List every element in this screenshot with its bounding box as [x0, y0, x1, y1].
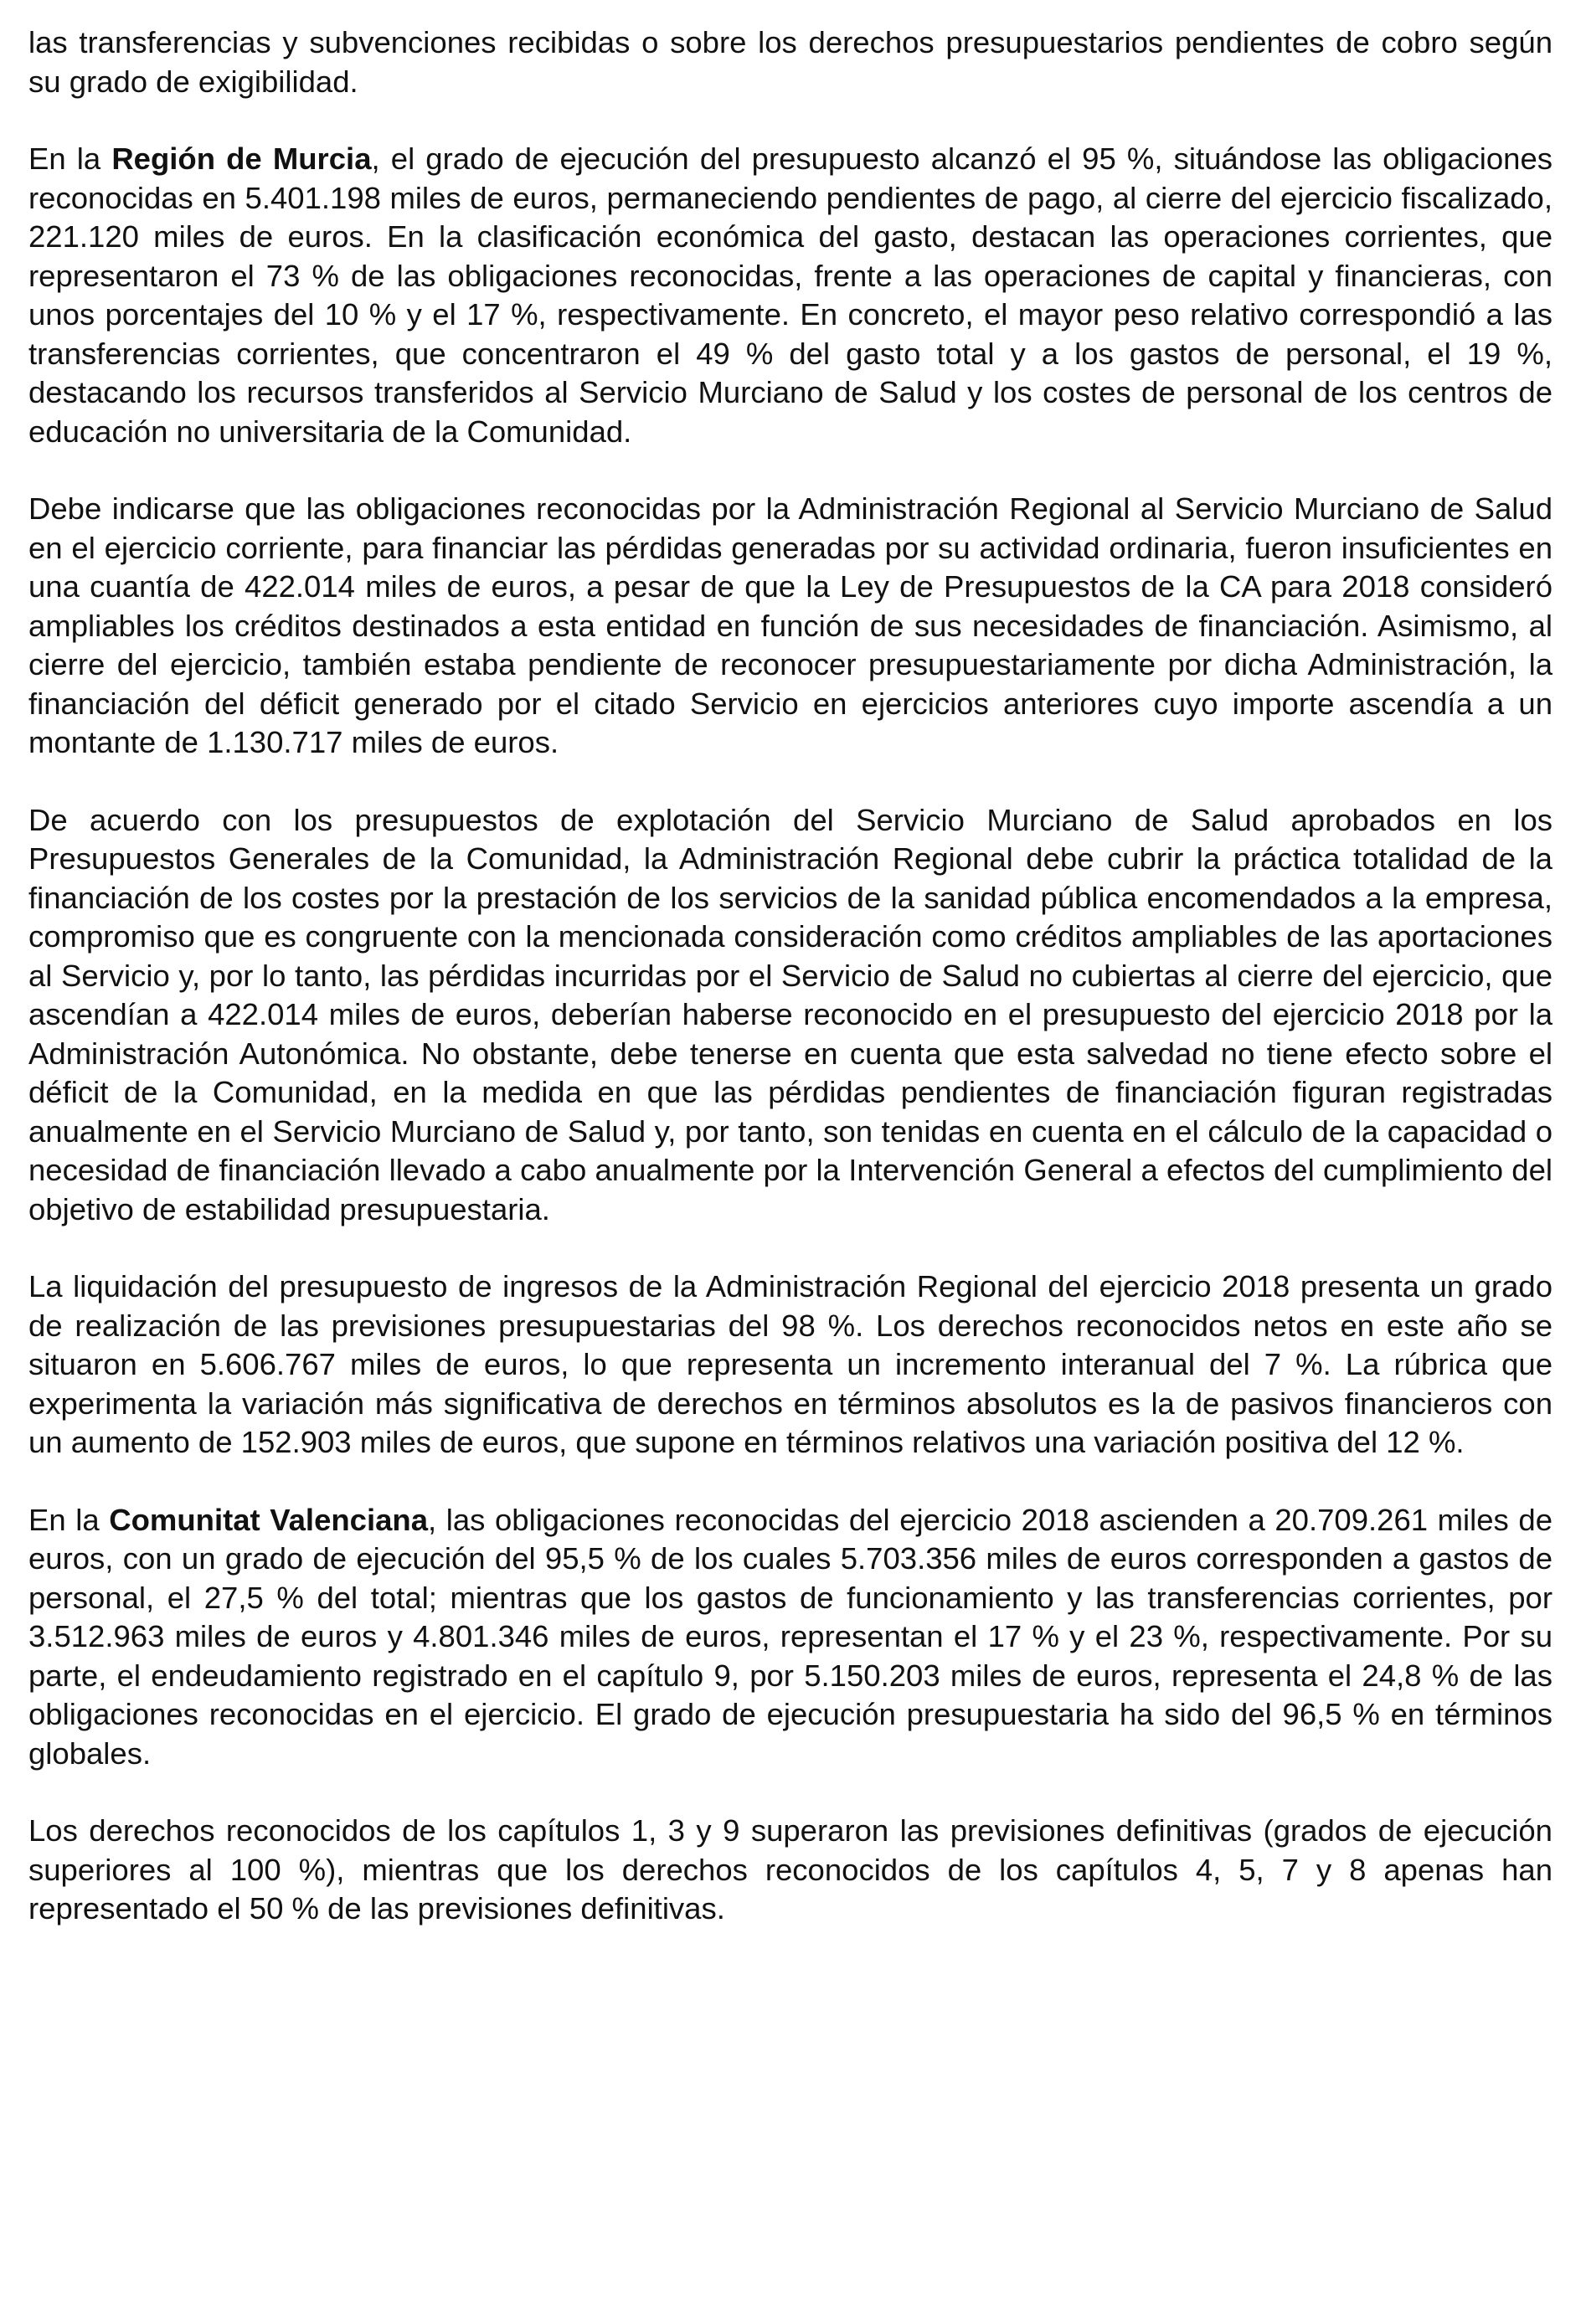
paragraph-text: Debe indicarse que las obligaciones reconocidas por la Administración Regional al Servicio Murciano de Salud en el ejercicio corriente, para financiar las pérdidas generadas por su actividad ordinaria, fueron insuficientes en una cuantía de 422.014 miles de euros, a pesar de que la Ley de Presupuestos de la CA para 2018 consideró ampliables los créditos destinados a esta entidad en función de sus necesidades de financiación. Asimismo, al cierre del ejercicio, también estaba pendiente de reconocer presupuestariamente por dicha Administración, la financiación del déficit generado por el citado Servicio en ejercicios anteriores cuyo importe ascendía a un montante de 1.130.717 miles de euros.	[28, 491, 1553, 759]
paragraph-1	[28, 23, 1553, 101]
paragraph-text: Los derechos reconocidos de los capítulos 1, 3 y 9 superaron las previsiones definitivas (grados de ejecución superiores al 100 %), mientras que los derechos reconocidos de los capítulos 4, 5, 7 y 8 apenas han representado el 50 % de las previsiones definitivas.	[28, 1813, 1553, 1926]
paragraph-text: La liquidación del presupuesto de ingresos de la Administración Regional del ejercicio 2018 presenta un grado de realización de las previsiones presupuestarias del 98 %. Los derechos reconocidos netos en este año se situaron en 5.606.767 miles de euros, lo que representa un incremento interanual del 7 %. La rúbrica que experimenta la variación más significativa de derechos en términos absolutos es la de pasivos financieros con un aumento de 152.903 miles de euros, que supone en términos relativos una variación positiva del 12 %.	[28, 1269, 1553, 1459]
paragraph-text: De acuerdo con los presupuestos de explotación del Servicio Murciano de Salud aprobados en los Presupuestos Generales de la Comunidad, la Administración Regional debe cubrir la práctica totalidad de la financiación de los costes por la prestación de los servicios de la sanidad pública encomendados a la empresa, compromiso que es congruente con la mencionada consideración como créditos ampliables de las aportaciones al Servicio y, por lo tanto, las pérdidas incurridas por el Servicio de Salud no cubiertas al cierre del ejercicio, que ascendían a 422.014 miles de euros, deberían haberse reconocido en el presupuesto del ejercicio 2018 por la Administración Autonómica. No obstante, debe tenerse en cuenta que esta salvedad no tiene efecto sobre el déficit de la Comunidad, en la medida en que las pérdidas pendientes de financiación figuran registradas anualmente en el Servicio Murciano de Salud y, por tanto, son tenidas en cuenta en el cálculo de la capacidad o necesidad de financiación llevado a cabo anualmente por la Intervención General a efectos del cumplimiento del objetivo de estabilidad presupuestaria.	[28, 802, 1553, 1226]
paragraph-3	[28, 490, 1553, 763]
paragraph-text: En la	[28, 141, 112, 176]
paragraph-text: , el grado de ejecución del presupuesto alcanzó el 95 %, situándose las obligaciones reconocidas en 5.401.198 miles de euros, permaneciendo pendientes de pago, al cierre del ejercicio fiscalizado, 221.120 miles de euros. En la clasificación económica del gasto, destacan las operaciones corrientes, que representaron el 73 % de las obligaciones reconocidas, frente a las operaciones de capital y financieras, con unos porcentajes del 10 % y el 17 %, respectivamente. En concreto, el mayor peso relativo correspondió a las transferencias corrientes, que concentraron el 49 % del gasto total y a los gastos de personal, el 19 %, destacando los recursos transferidos al Servicio Murciano de Salud y los costes de personal de los centros de educación no universitaria de la Comunidad.	[28, 141, 1553, 449]
paragraph-4	[28, 801, 1553, 1230]
paragraph-7	[28, 1812, 1553, 1929]
paragraph-text: En la	[28, 1502, 110, 1537]
region-name-murcia: Región de Murcia	[111, 141, 372, 176]
document-page	[28, 23, 1553, 1967]
region-name-valenciana: Comunitat Valenciana	[109, 1502, 428, 1537]
paragraph-6	[28, 1501, 1553, 1774]
paragraph-2	[28, 140, 1553, 451]
paragraph-text: , las obligaciones reconocidas del ejercicio 2018 ascienden a 20.709.261 miles de euros, con un grado de ejecución del 95,5 % de los cuales 5.703.356 miles de euros corresponden a gastos de personal, el 27,5 % del total; mientras que los gastos de funcionamiento y las transferencias corrientes, por 3.512.963 miles de euros y 4.801.346 miles de euros, representan el 17 % y el 23 %, respectivamente. Por su parte, el endeudamiento registrado en el capítulo 9, por 5.150.203 miles de euros, representa el 24,8 % de las obligaciones reconocidas en el ejercicio. El grado de ejecución presupuestaria ha sido del 96,5 % en términos globales.	[28, 1502, 1553, 1771]
paragraph-text: las transferencias y subvenciones recibidas o sobre los derechos presupuestarios pendientes de cobro según su grado de exigibilidad.	[28, 25, 1553, 99]
paragraph-5	[28, 1267, 1553, 1463]
